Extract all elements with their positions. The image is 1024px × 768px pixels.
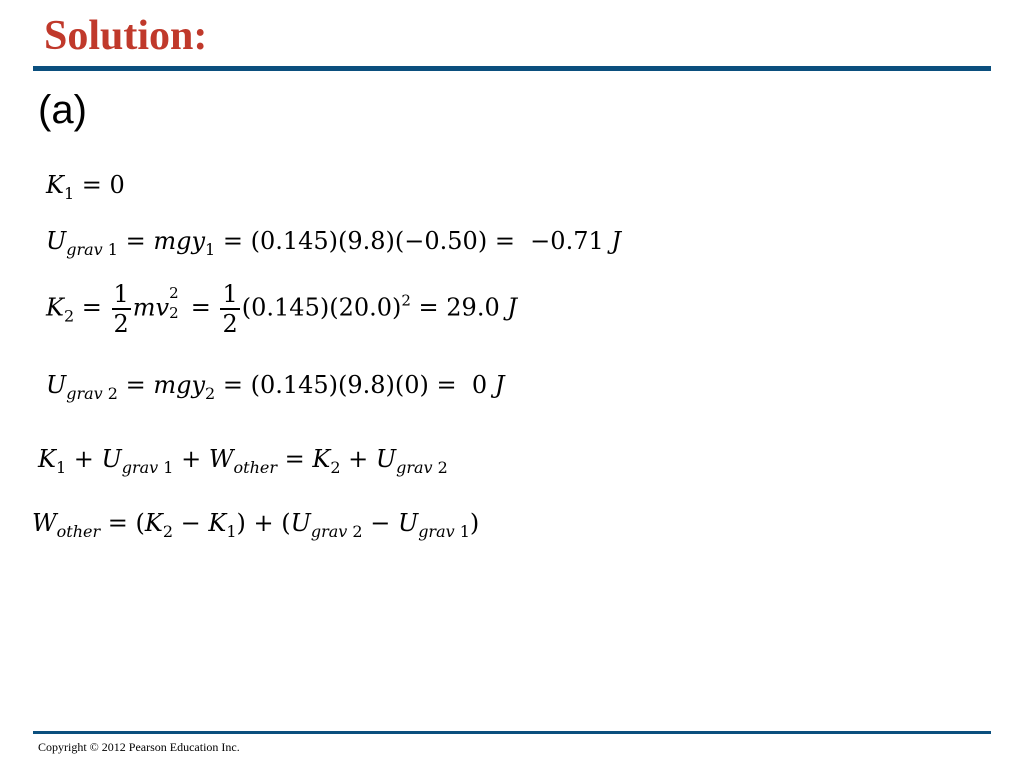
slide-title: Solution: xyxy=(44,13,208,59)
equation-ugrav2: $U_{grav 2} = mgy_2 = (0.145)(9.8)(0) = 0$ J xyxy=(46,371,505,403)
equation-k2: $K_2$ = $\frac{1}{2}$ mv 2 2 = $\frac{1}{2}$ $(0.145)(20.0)^2 = 29.0$ J xyxy=(46,280,517,338)
equation-ugrav1: $U_{grav 1} = mgy_1 = (0.145)(9.8)(-0.50) = -0.71$ J xyxy=(46,227,621,259)
fraction-half: $\frac{1}{2}$ xyxy=(113,280,129,338)
title-divider xyxy=(33,66,991,71)
fraction-half: $\frac{1}{2}$ xyxy=(222,280,238,338)
equation-wother: $W_{other} = (K_2 - K_1) + (U_{grav 2} - U_{grav 1})$ xyxy=(32,509,480,541)
copyright-footer: Copyright © 2012 Pearson Education Inc. xyxy=(38,740,240,754)
equation-energy-balance: $K_1 + U_{grav 1} + W_{other} = K_2 + U_{grav 2}$ xyxy=(38,445,448,477)
footer-divider xyxy=(33,731,991,734)
equation-k1: $K_1 = 0$ xyxy=(46,171,125,203)
part-label: (a) xyxy=(38,88,87,132)
